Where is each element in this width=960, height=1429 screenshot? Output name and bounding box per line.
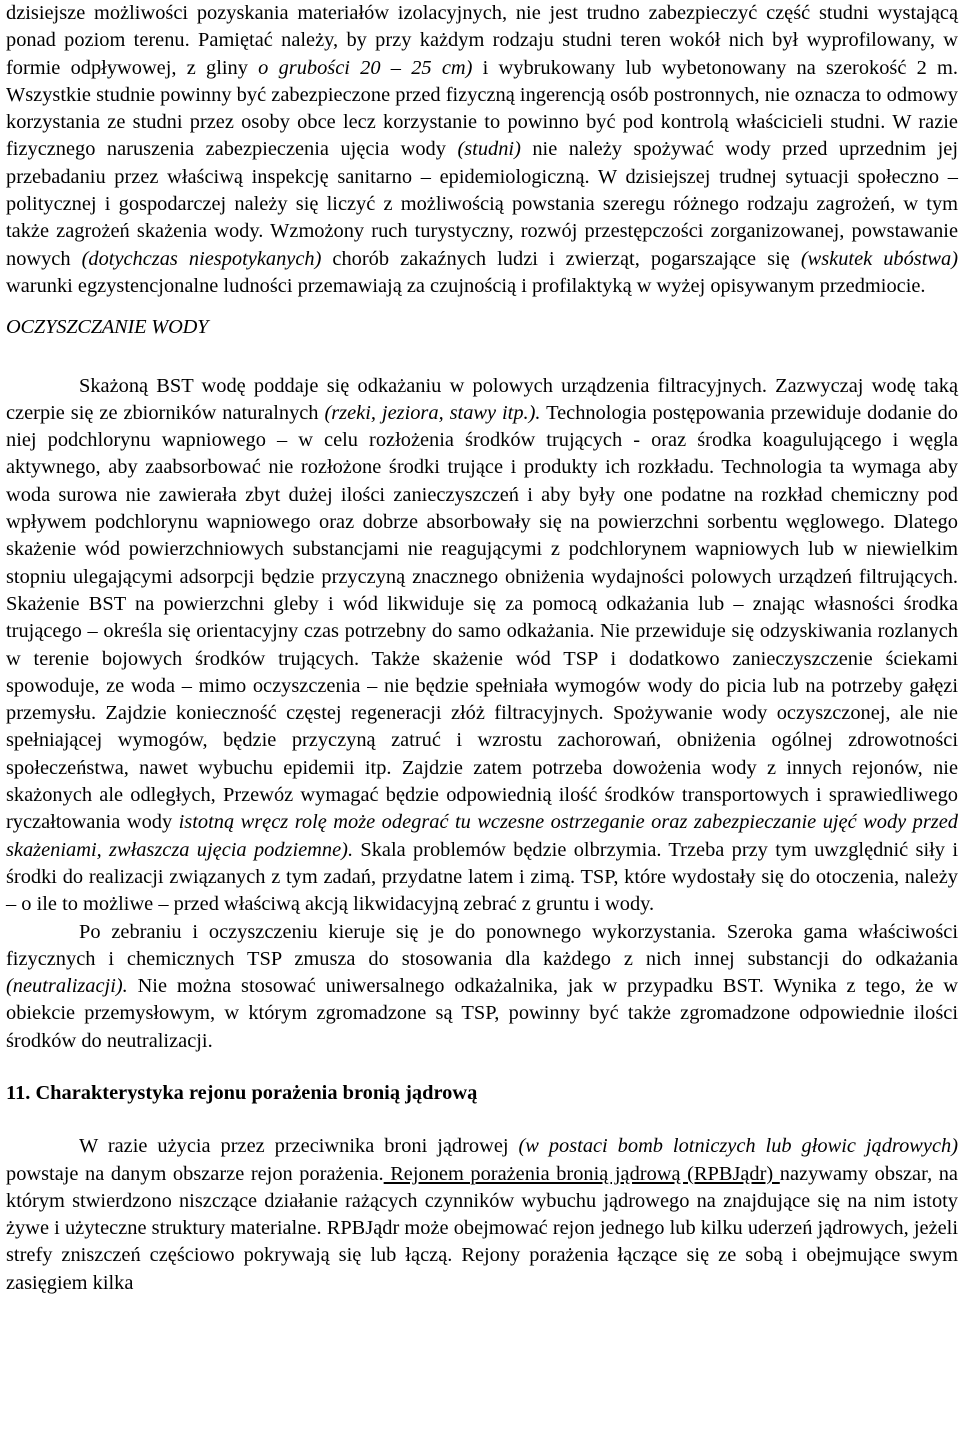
text-run: Technologia postępowania przewiduje dodanie do niej podchlorynu wapniowego – w celu rozłożenia środków trujących - oraz środka koagulującego i węgla aktywnego, aby zaabsorbować nie rozłożone środki trujące i produkty ich rozkładu. Technologia ta wymaga aby woda surowa nie zawierała zbyt dużej ilości zanieczyszczeń i aby były one podatne na rozkład chemiczny pod wpływem podchlorynu wapniowego oraz dobrze absorbowały się na powierzchni sorbentu węglowego. Dlatego skażenie wód powierzchniowych substancjami nie reagującymi z podchlorynem wapniowych lub w niewielkim stopniu ulegającymi adsorpcji będzie przyczyną znacznego obniżenia wydajności polowych urządzeń filtrujących. Skażenie BST na powierzchni gleby i wód likwiduje się za pomocą odkażania lub – znając własności środka trującego – określa się orientacyjny czas potrzebny do samo odkażania. Nie przewiduje się odzyskiwania rozlanych w terenie bojowych środków trujących. Także skażenie wód TSP i dodatkowo zanieczyszczenie ściekami spowoduje, ze woda – mimo oczyszczenia – nie będzie spełniała wymogów wody do picia lub na potrzeby gałęzi przemysłu. Zajdzie konieczność częstej regeneracji złóż filtracyjnych. Spożywanie wody oczyszczonej, ale nie spełniającej wymogów, będzie przyczyną zatruć i wzrostu zachorowań, obniżenia ogólnej zdrowotności społeczeństwa, nawet wybuchu epidemii itp. Zajdzie zatem potrzeba dowożenia wody z innych rejonów, nie skażonych ale odległych, Przewóz wymagać będzie odpowiednią ilość środków transportowych i sprawiedliwego ryczałtowania wody — [6, 401, 959, 834]
italic-run: o grubości 20 – 25 cm) — [258, 56, 473, 79]
text-run: i wybrukowany lub wybetonowany na szerokość 2 m. Wszystkie studnie powinny być zabezpieczone przed fizyczną ingerencją osób postronnych, nie oznacza to odmowy korzystania ze studni przez osoby obce lecz korzystanie to powinno być pod kontrolą właścicieli studni. W razie fizycznego naruszenia zabezpieczenia ujęcia wody — [6, 56, 958, 161]
text-run: Skażoną BST wodę poddaje się odkażaniu w polowych urządzenia filtracyjnych. Zazwyczaj wodę taką czerpie się ze zbiorników naturalnych — [6, 374, 958, 424]
text-run: chorób zakaźnych ludzi i zwierząt, pogarszające się — [321, 247, 801, 270]
italic-run: (studni) — [457, 138, 521, 161]
text-run: nie należy spożywać wody przed uprzednim jej przebadaniu przez właściwą inspekcję sanitarno – epidemiologiczną. W dzisiejszej trudnej sytuacji społeczno – politycznej i gospodarczej należy się liczyć z możliwością powstania szeregu różnego rodzaju zagrożeń, w tym także zagrożeń skażenia wody. Wzmożony ruch turystyczny, rozwój przestępczości zorganizowanej, powstawanie nowych — [6, 138, 958, 270]
paragraph-nuclear — [6, 1133, 958, 1297]
italic-run: (wskutek ubóstwa) — [800, 247, 958, 270]
italic-run: istotną wręcz rolę może odegrać tu wczesne ostrzeganie oraz zabezpieczanie ujęć wody przed skażeniami, zwłaszcza ujęcia podziemne). — [6, 811, 958, 861]
text-run: W razie użycia przez przeciwnika broni jądrowej — [79, 1135, 519, 1158]
paragraph-wells — [6, 0, 958, 300]
text-run: warunki egzystencjonalne ludności przemawiają za czujnością i profilaktyką w wyżej opisywanym przedmiocie. — [6, 274, 926, 297]
section-heading-nuclear: 11. Charakterystyka rejonu porażenia bronią jądrową — [6, 1081, 478, 1104]
italic-run: (neutralizacji). — [6, 975, 128, 998]
underlined-definition: Rejonem porażenia bronią jądrową (RPBJądr) — [383, 1162, 780, 1185]
italic-run: (w postaci bomb lotniczych lub głowic jądrowych) — [518, 1135, 958, 1158]
text-run: powstaje na danym obszarze rejon porażenia. — [6, 1162, 384, 1185]
paragraph-neutralization — [6, 919, 958, 1055]
text-run: Nie można stosować uniwersalnego odkażalnika, jak w przypadku BST. Wynika z tego, że w obiekcie przemysłowym, w którym zgromadzone są TSP, powinny być także zgromadzone odpowiednie ilości środków do neutralizacji. — [6, 975, 958, 1052]
text-run: nazywamy obszar, na którym stwierdzono niszczące działanie rażących czynników wybuchu jądrowego na znajdujące się na nim istoty żywe i użyteczne struktury materialne. RPBJądr może obejmować rejon jednego lub kilku uderzeń jądrowych, jeżeli strefy zniszczeń częściowo pokrywają się lub łączą. Rejony porażenia łączące się ze sobą i obejmujące swym zasięgiem kilka — [6, 1162, 958, 1294]
text-run: Po zebraniu i oczyszczeniu kieruje się je do ponownego wykorzystania. Szeroka gama właściwości fizycznych i chemicznych TSP zmusza do stosowania dla każdego z nich innej substancji do odkażania — [6, 920, 958, 970]
text-run: Skala problemów będzie olbrzymia. Trzeba przy tym uwzględnić siły i środki do realizacji związanych z tym zadań, przydatne latem i zimą. TSP, które wydostały się do otoczenia, należy – o ile to możliwe – przed właściwą akcją likwidacyjną zebrać z gruntu i wody. — [6, 838, 958, 916]
section-heading-water-cleaning: OCZYSZCZANIE WODY — [6, 316, 209, 339]
italic-run: (dotychczas niespotykanych) — [81, 247, 322, 270]
paragraph-water-cleaning — [6, 373, 958, 919]
text-run: dzisiejsze możliwości pozyskania materiałów izolacyjnych, nie jest trudno zabezpieczyć część studni wystającą ponad poziom terenu. Pamiętać należy, by przy każdym rodzaju studni teren wokół nich był wyprofilowany, w formie odpływowej, z gliny — [6, 2, 958, 79]
italic-run: (rzeki, jeziora, stawy itp.). — [324, 401, 541, 424]
